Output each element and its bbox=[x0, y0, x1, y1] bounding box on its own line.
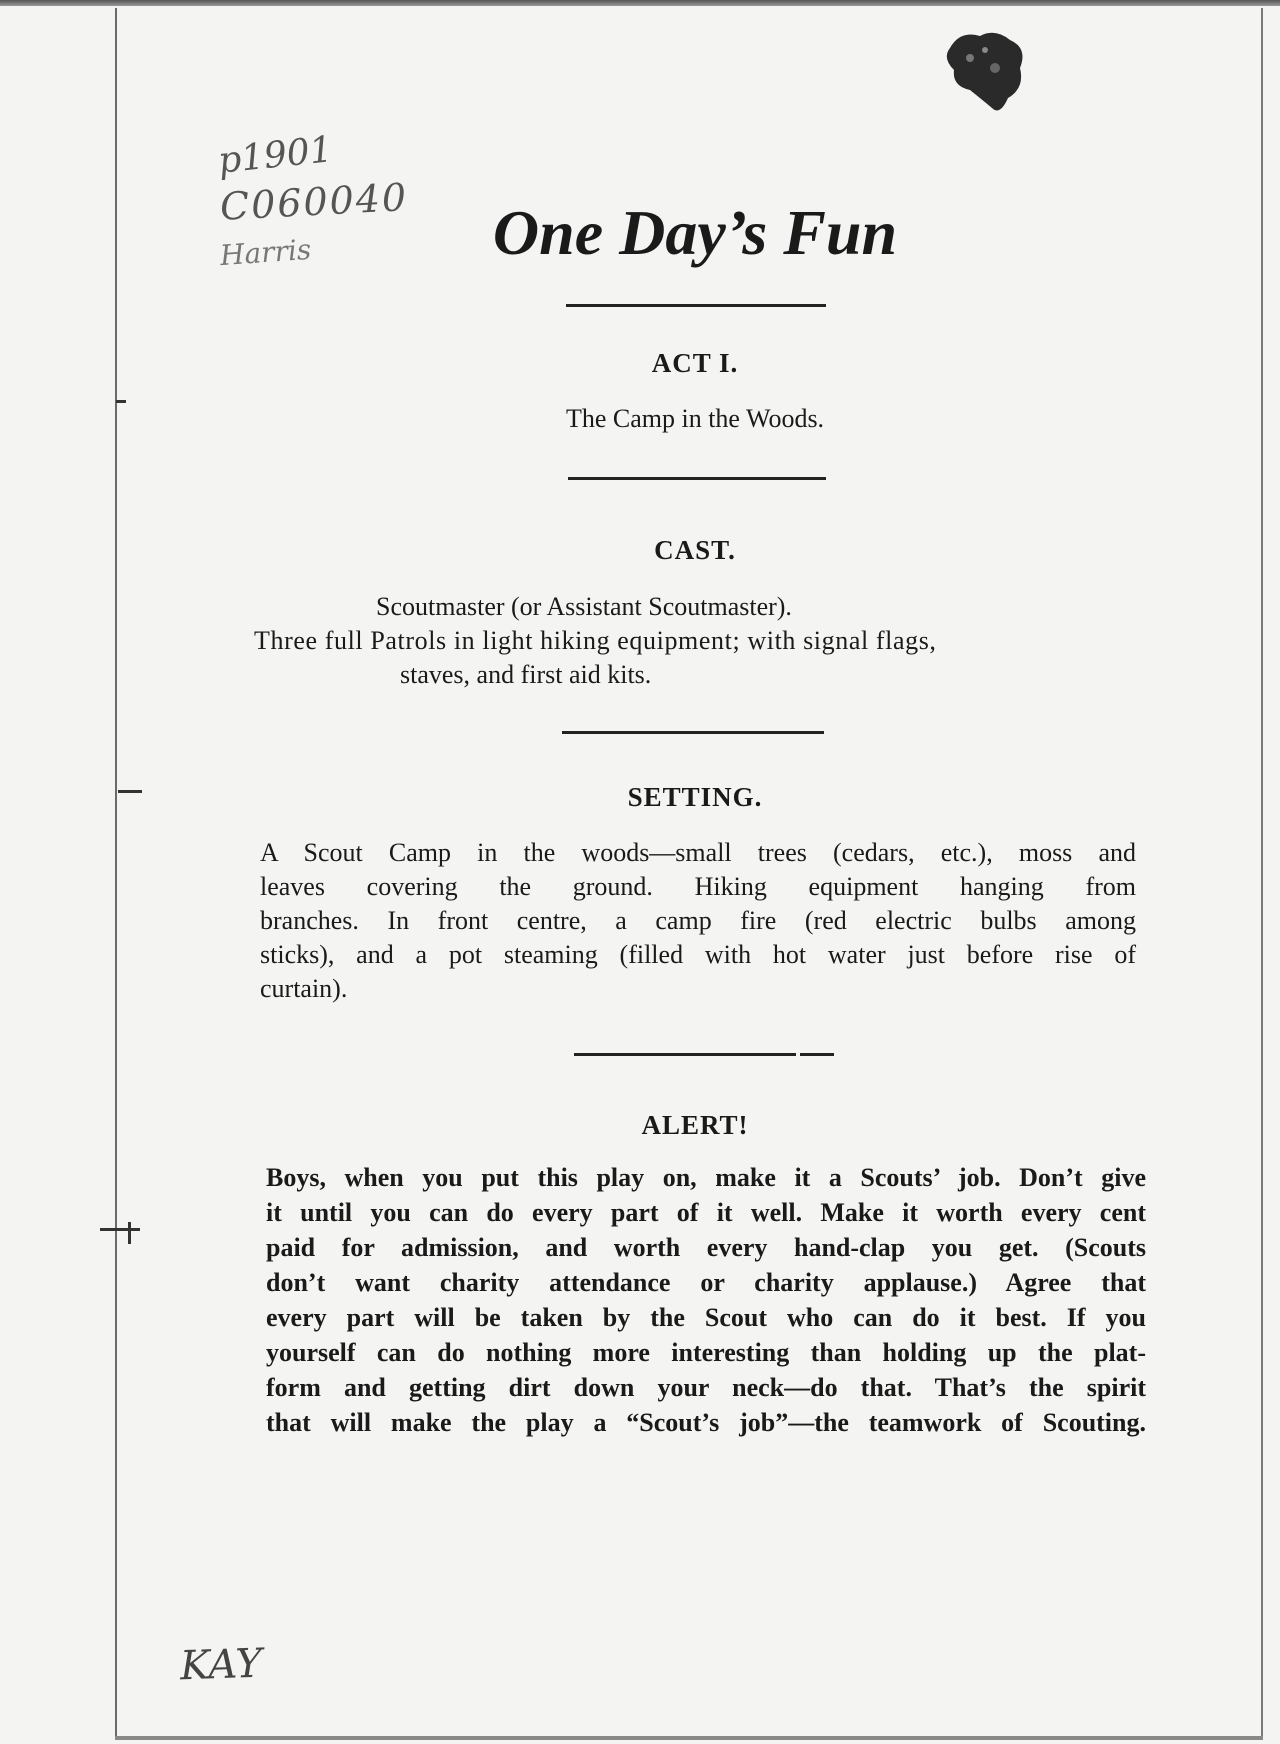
alert-paragraph bbox=[266, 1160, 1146, 1440]
handwritten-bottom-note: KAY bbox=[179, 1640, 263, 1690]
alert-heading: ALERT! bbox=[641, 1110, 749, 1140]
setting-paragraph bbox=[260, 836, 1136, 1006]
cast-line: Scoutmaster (or Assistant Scoutmaster). bbox=[376, 592, 792, 621]
section-divider bbox=[568, 477, 826, 480]
section-divider bbox=[562, 731, 824, 734]
setting-line: curtain). bbox=[260, 974, 348, 1003]
margin-tick bbox=[100, 1228, 140, 1231]
section-divider bbox=[566, 304, 826, 307]
page-top-edge bbox=[0, 0, 1280, 6]
document-title: One Day’s Fun bbox=[492, 197, 898, 268]
page-bottom-edge bbox=[115, 1736, 1263, 1740]
handwritten-accession-code: C060040 bbox=[218, 175, 410, 229]
setting-line: sticks), and a pot steaming (filled with hot water just before rise of bbox=[260, 940, 1136, 969]
handwritten-catalog-number: p1901 bbox=[216, 129, 335, 182]
setting-line: leaves covering the ground. Hiking equipment hanging from bbox=[260, 872, 1136, 901]
cast-heading: CAST. bbox=[654, 535, 736, 565]
cast-line: Three full Patrols in light hiking equipment; with signal flags, bbox=[254, 626, 937, 655]
alert-line: it until you can do every part of it well. Make it worth every cent bbox=[266, 1198, 1146, 1227]
margin-tick bbox=[128, 1222, 131, 1244]
section-divider bbox=[800, 1053, 834, 1056]
cast-line: staves, and first aid kits. bbox=[400, 660, 652, 689]
handwritten-author-note: Harris bbox=[218, 232, 313, 273]
setting-heading: SETTING. bbox=[627, 782, 763, 812]
alert-line: don’t want charity attendance or charity applause.) Agree that bbox=[266, 1268, 1146, 1297]
alert-line: paid for admission, and worth every hand-clap you get. (Scouts bbox=[266, 1233, 1146, 1262]
margin-tick bbox=[116, 400, 126, 403]
alert-line: that will make the play a “Scout’s job”—the teamwork of Scouting. bbox=[266, 1408, 1146, 1437]
act-heading: ACT I. bbox=[651, 348, 739, 378]
setting-line: branches. In front centre, a camp fire (red electric bulbs among bbox=[260, 906, 1136, 935]
ink-blot-mark bbox=[940, 28, 1030, 118]
alert-line: yourself can do nothing more interesting than holding up the plat- bbox=[266, 1338, 1146, 1367]
act-subtitle: The Camp in the Woods. bbox=[565, 404, 825, 433]
section-divider bbox=[574, 1053, 796, 1056]
alert-line: every part will be taken by the Scout who can do it best. If you bbox=[266, 1303, 1146, 1332]
alert-line: Boys, when you put this play on, make it a Scouts’ job. Don’t give bbox=[266, 1163, 1146, 1192]
alert-line: form and getting dirt down your neck—do that. That’s the spirit bbox=[266, 1373, 1146, 1402]
setting-line: A Scout Camp in the woods—small trees (cedars, etc.), moss and bbox=[260, 838, 1136, 867]
